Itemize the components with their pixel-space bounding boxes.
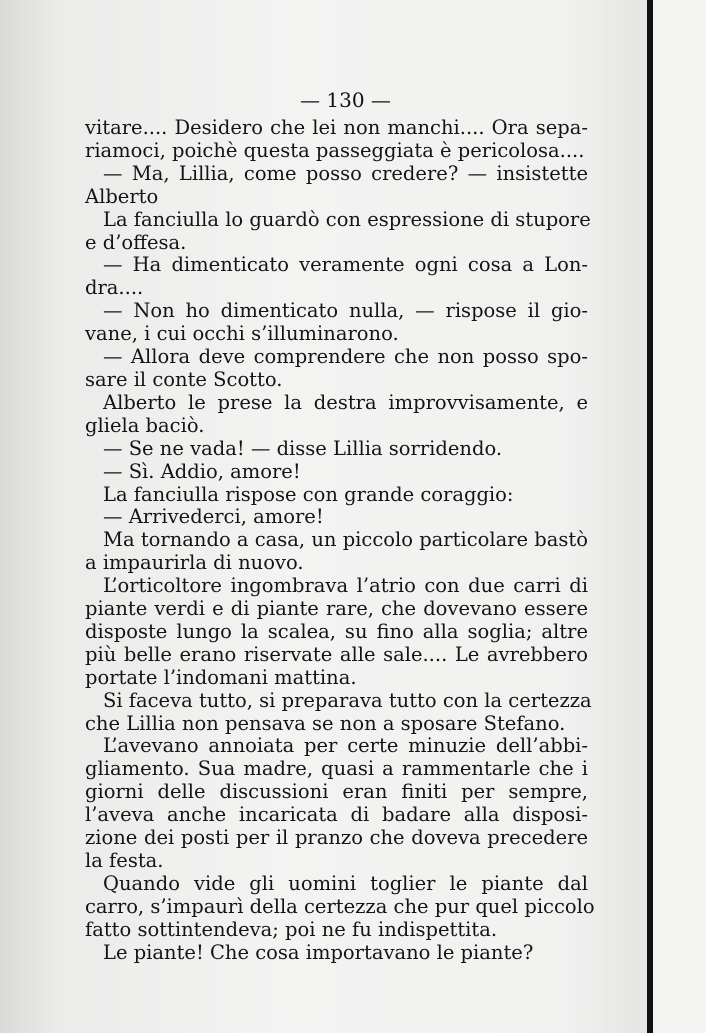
text-line: — Ma, Lillia, come posso credere? — insistette	[103, 161, 588, 185]
text-line: Si faceva tutto, si preparava tutto con la certezza	[103, 688, 592, 712]
text-line: Quando vide gli uomini toglier le piante dal	[103, 871, 588, 895]
text-line: Le piante! Che cosa importavano le piante?	[103, 940, 534, 964]
text-line: la festa.	[85, 849, 164, 872]
text-line: Ma tornando a casa, un piccolo particolare bastò	[103, 528, 588, 552]
text-line: fatto sottintendeva; poi ne fu indispettita.	[85, 917, 498, 941]
text-line: La fanciulla lo guardò con espressione di stupore	[103, 207, 591, 231]
text-line: L’orticoltore ingombrava l’atrio con due carri di	[103, 574, 588, 598]
page-number: — 130 —	[300, 88, 391, 112]
text-line: gliela baciò.	[85, 413, 205, 437]
text-line: — Se ne vada! — disse Lillia sorridendo.	[103, 436, 503, 460]
page-edge-shadow	[647, 0, 653, 1033]
text-line: Alberto le prese la destra improvvisamente, e	[103, 390, 588, 414]
text-line: La fanciulla rispose con grande coraggio:	[103, 482, 514, 506]
text-line: giorni delle discussioni eran finiti per sempre,	[85, 780, 588, 804]
text-line: a impaurirla di nuovo.	[85, 551, 304, 575]
text-line: l’aveva anche incaricata di badare alla disposi-	[85, 803, 588, 827]
text-line: portate l’indomani mattina.	[85, 665, 357, 689]
text-line: zione dei posti per il pranzo che doveva precedere	[85, 826, 588, 850]
text-line: carro, s’impaurì della certezza che pur quel piccolo	[85, 894, 595, 918]
text-line: — Allora deve comprendere che non posso spo-	[103, 345, 588, 369]
text-line: Alberto	[85, 184, 159, 208]
body-text	[85, 116, 595, 965]
text-line: che Lillia non pensava se non a sposare Stefano.	[85, 711, 566, 735]
text-line: sare il conte Scotto.	[85, 367, 283, 391]
background-beyond-page	[653, 0, 706, 1033]
text-line: gliamento. Sua madre, quasi a rammentarle che i	[85, 757, 588, 781]
text-line: vane, i cui occhi s’illuminarono.	[85, 322, 399, 346]
text-line: riamoci, poichè questa passeggiata è pericolosa....	[85, 138, 585, 162]
text-line: più belle erano riservate alle sale.... Le avrebbero	[85, 642, 588, 666]
text-line: vitare.... Desidero che lei non manchi.... Ora sepa-	[85, 116, 588, 139]
text-line: — Arrivederci, amore!	[103, 505, 324, 529]
text-line: — Sì. Addio, amore!	[103, 459, 301, 483]
text-line: — Ha dimenticato veramente ogni cosa a Lon-	[103, 253, 588, 277]
text-line: dra....	[85, 276, 144, 300]
text-line: — Non ho dimenticato nulla, — rispose il gio-	[103, 299, 588, 323]
text-line: e d’offesa.	[85, 230, 187, 254]
text-line: L’avevano annoiata per certe minuzie dell’abbi-	[103, 734, 588, 758]
text-line: piante verdi e di piante rare, che dovevano essere	[85, 597, 588, 621]
text-line: disposte lungo la scalea, su fino alla soglia; altre	[85, 619, 588, 643]
